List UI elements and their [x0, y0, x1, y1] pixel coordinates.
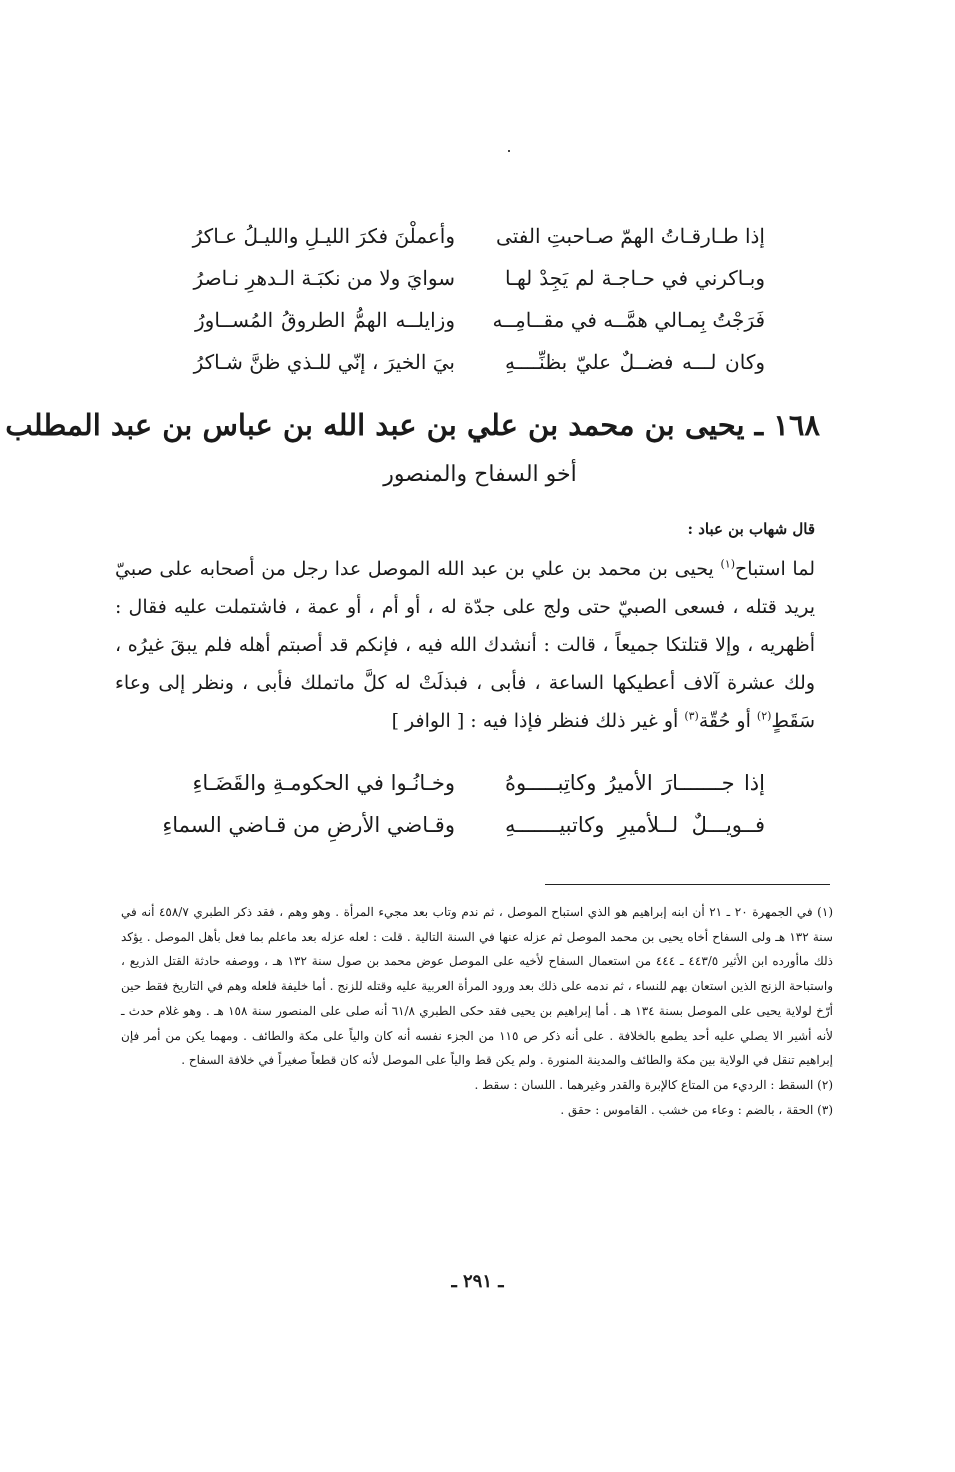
footnote-marker-3: (٣) [684, 709, 699, 723]
hemistich-second: وقـاضي الأرضِ من قـاضي السماءِ [162, 813, 455, 837]
hemistich-second: وزايلــه الهمُّ الطروقُ المُســاورُ [195, 308, 455, 332]
footnotes [121, 900, 833, 1122]
page-number: ـ ٢٩١ ـ [451, 1271, 504, 1292]
hemistich-second: سوايَ ولا من نكبَـة الـدهرِ نـاصرُ [193, 266, 455, 290]
verse-row [195, 257, 765, 299]
footnote-1: (١) في الجمهرة ٢٠ ـ ٢١ أن ابنه إبراهيم هو الذي استباح الموصل ، ثم ندم وتاب بعد مجيء المرأة . وهو وهم ، فقد ذكر الطبري ٤٥٨/٧ أنه في سنة ١٣٢ هـ ولى السفاح أخاه يحيى بن محمد الموصل ثم عزله عنها في السنة التالية . قلت : لعله عزله بعد ماعلم بما فعل بأهل الموصل . يؤكد ذلك ماأورده ابن الأثير ٤٤٣/٥ ـ ٤٤٤ من استعمال السفاح لأخيه على الموصل عوض محمد بن صول سنة ١٣٢ هـ ، ووصفه حادثة القتل الذريع ، واستباحة الزنج الذين استعان بهم للنساء ، ثم ندمه على ذلك بعد ورود المرأة العربية عليه وقتله للزنج . أما خليفة فلعله وهم في التاريخ فقط حين أرّخ لولاية يحيى على الموصل بسنة ١٣٤ هـ . أما إبراهيم بن يحيى فقد حكى الطبري ٦١/٨ أنه صلى على المنصور سنة ١٥٨ هـ . وهو غلام حدث ـ لأنه أشير الا يصلي عليه أحد يطمع بالخلافة . على أنه ذكر ص ١١٥ من الجزء نفسه أنه كان والياً على مكة والطائف . ومهما يكن من أمر فإن إبراهيم تنقل في الولاية بين مكة والطائف والمدينة المنورة . ولم يكن قط والياً على الموصل لأنه كان قطعاً صغيراً في خلافة السفاح . [121, 905, 834, 1068]
verse-row [195, 299, 765, 341]
entry-title: ١٦٨ ـ يحيى بن محمد بن علي بن عبد الله بن عباس بن عبد المطلب [5, 408, 820, 442]
verse-row [192, 215, 765, 257]
entry-subtitle: أخو السفاح والمنصور [383, 462, 577, 487]
footnote-marker-2: (٢) [756, 709, 772, 723]
footnote-3: (٣) الحقة ، بالضم : وعاء من خشب . القاموس : حقق . [560, 1102, 833, 1117]
hemistich-first: إذا جـــــــارَ الأميرُ وكاتِبـــــوهُ [505, 771, 765, 795]
hemistich-second: وخـانُـوا في الحكومـةِ والقَضَـاءِ [192, 771, 455, 795]
narrator-line: قال شهاب بن عباد : [687, 520, 815, 538]
hemistich-first: وبـاكرني في حـاجـة لم يَجِدْ لهـا [505, 266, 765, 290]
hemistich-first: فــويـــلٌ لــلأميرِ وكاتبيـــــــهِ [505, 813, 765, 837]
poem-top [192, 215, 765, 383]
prose-text: أو غير ذلك فنظر فإذا فيه : [ الوافر ] [391, 710, 685, 732]
prose-text: يحيى بن محمد بن علي بن عبد الله الموصل عدا رجل من أصحابه على صبيّ يريد قتله ، فسعى الصبيّ حتى ولج على جدّة له ، أو أم ، أو عمة ، فاشتملت عليه فقال : أظهريه ، وإلا قتلتكا جميعاً ، قالت : أنشدك الله فيه ، فإنكم قد أصبتم أهله فلم يبقَ غيرُه ، ولك عشرة آلاف أعطيكها الساعة ، فأبى ، فبذلَتْ له كلَّ ماتملك فأبى ، ونظر إلى وعاء سَقَطٍ [115, 558, 815, 732]
body-paragraph [115, 550, 815, 740]
print-speck [508, 150, 510, 152]
footnote-2: (٢) السقط : الرديء من المتاع كالإبرة والقدر وغيرهما . اللسان : سقط . [474, 1077, 833, 1092]
verse-row [195, 341, 765, 383]
prose-text: لما استباح [735, 558, 815, 580]
footnote-divider [545, 884, 830, 885]
hemistich-first: وكان لـــه فضــلٌ عليّ بظنِّــــهِ [505, 350, 765, 374]
poem-bottom [162, 762, 765, 846]
hemistich-first: إذا طـارقـاتُ الهمّ صـاحبتِ الفتى [496, 224, 765, 248]
hemistich-second: بيَ الخيرَ ، إنّي للـذي ظنَّ شـاكرُ [193, 350, 455, 374]
footnote-marker-1: (١) [720, 557, 735, 571]
verse-row [162, 804, 765, 846]
hemistich-first: فَرَجْتُ بِمـالي همَّــه في مقــامِــه [492, 308, 765, 332]
verse-row [192, 762, 765, 804]
hemistich-second: وأعملْنَ فكرَ الليـلِ والليـلُ عـاكرُ [192, 224, 455, 248]
prose-text: أو حُقّة [698, 710, 757, 732]
